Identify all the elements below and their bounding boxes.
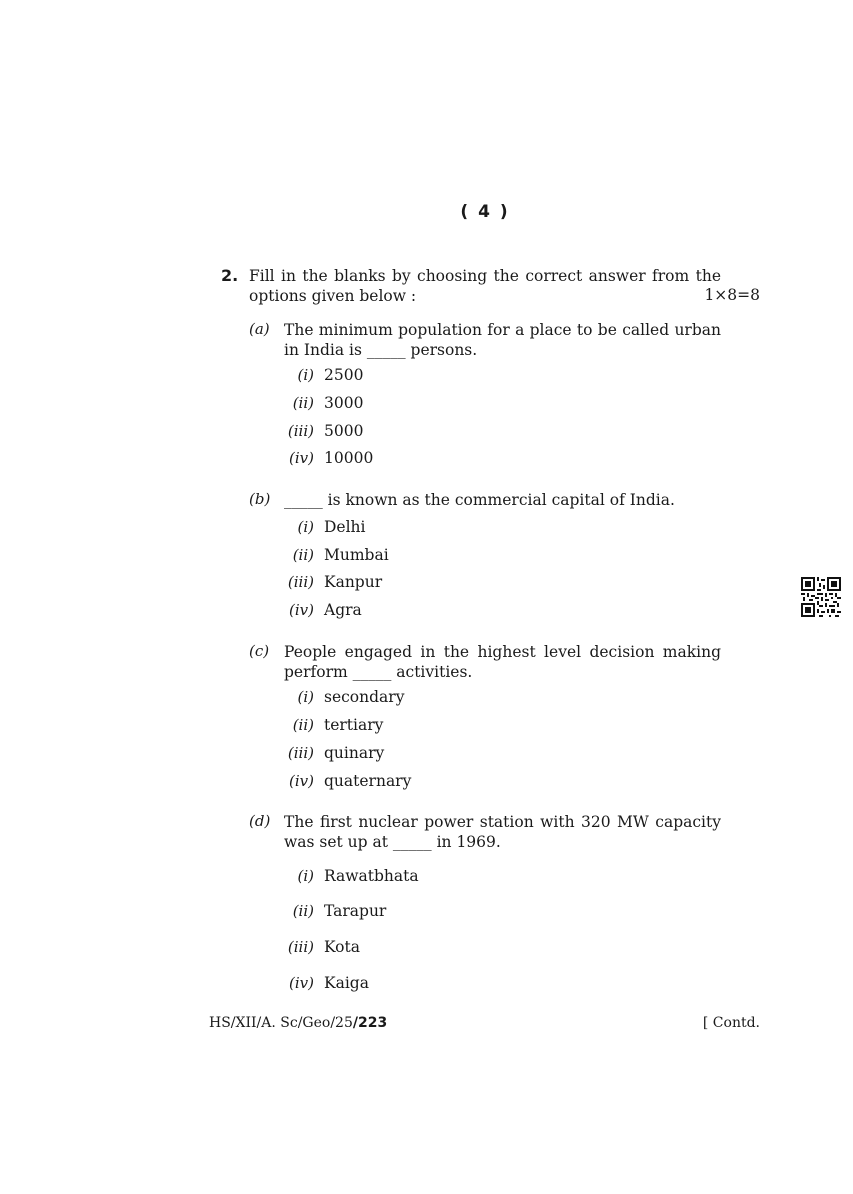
option-label: (ii) bbox=[292, 546, 314, 564]
option-text: Delhi bbox=[324, 518, 366, 536]
qr-code-icon bbox=[801, 577, 841, 617]
contd-note: [ Contd. bbox=[702, 1015, 760, 1031]
subquestion-c-text: People engaged in the highest level decision making perform _____ activities. bbox=[284, 643, 721, 681]
subquestion-c-label: (c) bbox=[249, 642, 270, 660]
paper-code-number: /223 bbox=[352, 1015, 388, 1031]
option-text: Kota bbox=[324, 938, 360, 956]
subquestion-d-label: (d) bbox=[249, 812, 271, 830]
option-text: secondary bbox=[324, 688, 405, 706]
option-text: 2500 bbox=[324, 366, 364, 384]
paper-code-prefix: HS/XII/A. Sc/Geo/25 bbox=[209, 1015, 353, 1031]
page-number: ( 4 ) bbox=[460, 202, 510, 222]
subquestion-b-label: (b) bbox=[249, 490, 271, 508]
subquestion-d-text: The first nuclear power station with 320 MW capacity was set up at _____ in 1969. bbox=[284, 813, 721, 851]
subquestion-a-label: (a) bbox=[249, 320, 270, 338]
option-text: Agra bbox=[324, 601, 362, 619]
option-text: Tarapur bbox=[324, 902, 387, 920]
option-label: (iv) bbox=[289, 772, 314, 790]
option-text: 3000 bbox=[324, 394, 364, 412]
option-label: (iii) bbox=[287, 573, 314, 591]
option-label: (iii) bbox=[287, 938, 314, 956]
paper-code bbox=[209, 1015, 387, 1031]
option-label: (i) bbox=[297, 867, 314, 885]
option-label: (i) bbox=[297, 366, 314, 384]
option-label: (iv) bbox=[289, 974, 314, 992]
subquestion-a-text: The minimum population for a place to be called urban in India is _____ persons. bbox=[284, 321, 721, 359]
question-number: 2. bbox=[221, 266, 239, 285]
option-text: 10000 bbox=[324, 449, 374, 467]
option-label: (iv) bbox=[289, 449, 314, 467]
option-text: tertiary bbox=[324, 716, 384, 734]
option-label: (iii) bbox=[287, 422, 314, 440]
question-text: Fill in the blanks by choosing the correct answer from the options given below : bbox=[249, 267, 721, 305]
option-text: 5000 bbox=[324, 422, 364, 440]
option-text: Rawatbhata bbox=[324, 867, 419, 885]
option-label: (iii) bbox=[287, 744, 314, 762]
option-text: quinary bbox=[324, 744, 385, 762]
option-label: (iv) bbox=[289, 601, 314, 619]
option-text: quaternary bbox=[324, 772, 412, 790]
option-label: (i) bbox=[297, 688, 314, 706]
question-marks: 1×8=8 bbox=[704, 286, 760, 304]
subquestion-b-text: _____ is known as the commercial capital of India. bbox=[284, 491, 675, 509]
option-text: Mumbai bbox=[324, 546, 389, 564]
option-label: (ii) bbox=[292, 394, 314, 412]
option-text: Kanpur bbox=[324, 573, 383, 591]
option-label: (ii) bbox=[292, 902, 314, 920]
option-label: (ii) bbox=[292, 716, 314, 734]
option-text: Kaiga bbox=[324, 974, 369, 992]
option-label: (i) bbox=[297, 518, 314, 536]
